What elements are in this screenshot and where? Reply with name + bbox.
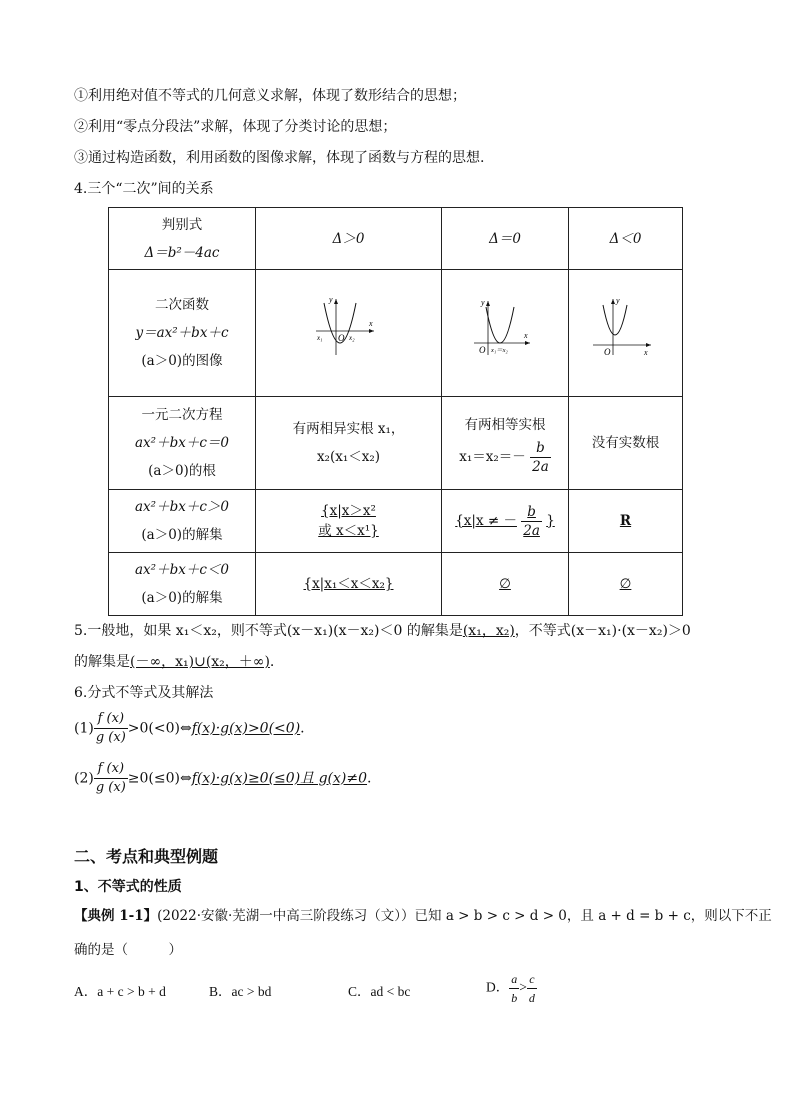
lt-solution-double-root: ∅ <box>442 553 569 616</box>
fraction-denominator: 2a <box>523 522 540 539</box>
row-roots-label-line2: ax²＋bx＋c＝0 <box>135 435 229 451</box>
section2-title: 二、考点和典型例题 <box>74 847 219 866</box>
gt-double-suffix: } <box>546 512 555 529</box>
graph-no-root <box>569 270 683 397</box>
fraction <box>509 970 519 1007</box>
option-d-op: > <box>519 979 527 995</box>
root2-label: x₂ <box>348 334 355 342</box>
table-row <box>109 490 683 553</box>
roots-double-line1: 有两相等实根 <box>464 416 546 433</box>
parabola-no-root-graph <box>591 293 661 363</box>
fraction-denominator: g (x) <box>95 730 126 745</box>
fraction-numerator: c <box>527 970 537 989</box>
example-text: (2022·安徽·芜湖一中高三阶段练习（文））已知 a > b > c > d > 0，且 a + d = b + c，则以下不正 <box>157 908 772 924</box>
item5-text4: . <box>269 654 275 670</box>
formula1-mid: >0(<0)⇔ <box>127 720 192 737</box>
example-tag: 【典例 1-1】 <box>74 908 158 924</box>
row-gt-label-line1: ax²＋bx＋c＞0 <box>135 499 229 515</box>
formula2-end: . <box>367 770 372 787</box>
roots-double-prefix: x₁＝x₂＝－ <box>459 448 526 465</box>
example-line2: 确的是（ ） <box>74 942 182 958</box>
double-root-label: x₁＝x₂ <box>491 347 508 354</box>
item5-answer2: (－∞，x₁)∪(x₂，＋∞) <box>130 654 270 670</box>
fraction-denominator: b <box>511 991 518 1005</box>
formula1-end: . <box>300 720 305 737</box>
fraction-denominator: g (x) <box>95 780 126 795</box>
graph-double-root <box>442 270 569 397</box>
intro-line-1: ①利用绝对值不等式的几何意义求解，体现了数形结合的思想； <box>74 88 466 104</box>
sub1-title: 1、不等式的性质 <box>74 879 182 895</box>
fraction <box>521 503 542 540</box>
header-delta-zero: Δ＝0 <box>442 208 569 270</box>
fraction-numerator: f (x) <box>94 760 128 779</box>
parabola-two-roots-graph <box>314 293 384 363</box>
fraction-numerator: a <box>509 970 519 989</box>
item5-line1 <box>74 620 691 640</box>
formula1-answer: f(x)·g(x)>0(<0) <box>191 720 301 737</box>
header-discriminant <box>109 208 256 270</box>
formula1-label: (1) <box>74 720 94 737</box>
row-graph-label-line3: (a＞0)的图像 <box>141 353 223 369</box>
row-gt-label-line2: (a＞0)的解集 <box>141 527 223 543</box>
row-graph-label <box>109 270 256 397</box>
example-line1 <box>74 904 772 924</box>
option-d[interactable] <box>486 970 537 1007</box>
row-graph-label-line1: 二次函数 <box>155 297 209 313</box>
lt-solution-two-roots: {x|x₁＜x＜x₂} <box>256 553 442 616</box>
row-gt-label <box>109 490 256 553</box>
item5-text2: ，不等式(x－x₁)·(x－x₂)＞0 <box>514 623 691 639</box>
item5-text3: 的解集是 <box>74 654 130 670</box>
row-roots-label <box>109 397 256 490</box>
option-b[interactable]: B．ac > bd <box>209 984 272 999</box>
item6-formula2 <box>74 760 371 797</box>
table-row <box>109 553 683 616</box>
axis-y-label: y <box>328 295 333 304</box>
root1-label: x₁ <box>316 334 323 342</box>
header-discriminant-label: 判别式 <box>161 216 203 233</box>
fraction-numerator: b <box>521 503 542 522</box>
fraction-numerator: f (x) <box>94 710 128 729</box>
table-row <box>109 397 683 490</box>
item5-answer1: (x₁，x₂) <box>462 623 515 639</box>
row-lt-label-line1: ax²＋bx＋c＜0 <box>135 562 229 578</box>
intro-line-3: ③通过构造函数，利用函数的图像求解，体现了函数与方程的思想. <box>74 150 485 166</box>
parabola-double-root-graph <box>470 293 540 363</box>
fraction <box>94 710 128 747</box>
axis-y-label: y <box>615 296 620 305</box>
row-roots-label-line3: (a＞0)的根 <box>148 463 216 479</box>
fraction <box>530 439 551 476</box>
quadratic-relations-table <box>108 207 683 616</box>
fraction-denominator: d <box>528 991 535 1005</box>
option-d-label: D． <box>486 979 510 995</box>
gt-solution-line2: 或 x＜x¹} <box>318 523 379 539</box>
table-row <box>109 270 683 397</box>
header-delta-negative: Δ＜0 <box>569 208 683 270</box>
gt-solution-line1: {x|x＞x² <box>321 503 376 519</box>
gt-double-prefix: {x|x ≠ － <box>455 512 517 529</box>
option-a[interactable]: A．a + c > b + d <box>74 984 166 999</box>
roots-double-formula <box>442 439 568 476</box>
section4-title: 4.三个“二次”间的关系 <box>74 181 214 197</box>
axis-x-label: x <box>368 319 373 328</box>
fraction <box>527 970 537 1007</box>
roots-none: 没有实数根 <box>569 397 683 490</box>
intro-line-2: ②利用“零点分段法”求解，体现了分类讨论的思想； <box>74 119 397 135</box>
origin-label: O <box>479 345 486 355</box>
row-roots-label-line1: 一元二次方程 <box>141 407 223 423</box>
item6-title: 6.分式不等式及其解法 <box>74 685 214 701</box>
formula2-label: (2) <box>74 770 94 787</box>
origin-label: O <box>603 347 610 357</box>
option-c[interactable]: C．ad < bc <box>348 984 411 999</box>
table-row <box>109 208 683 270</box>
gt-solution-two-roots <box>256 490 442 553</box>
origin-label: O <box>337 333 344 343</box>
item6-formula1 <box>74 710 305 747</box>
formula2-mid: ≥0(≤0)⇔ <box>127 770 192 787</box>
roots-double <box>442 397 569 490</box>
axis-x-label: x <box>524 331 528 340</box>
row-graph-label-line2: y＝ax²＋bx＋c <box>135 325 229 341</box>
fraction <box>94 760 128 797</box>
axis-y-label: y <box>481 298 485 307</box>
roots-two-distinct-line2: x₂(x₁＜x₂) <box>316 449 381 465</box>
axis-x-label: x <box>643 348 648 357</box>
item5-line2 <box>74 651 274 671</box>
gt-solution-double-root <box>442 490 569 553</box>
item5-text1: 5.一般地，如果 x₁＜x₂，则不等式(x－x₁)(x－x₂)＜0 的解集是 <box>74 623 463 639</box>
fraction-denominator: 2a <box>532 458 549 475</box>
roots-two-distinct-line1: 有两相异实根 x₁， <box>292 421 405 437</box>
formula2-answer: f(x)·g(x)≥0(≤0)且 g(x)≠0 <box>191 770 368 787</box>
row-lt-label <box>109 553 256 616</box>
graph-two-roots <box>256 270 442 397</box>
fraction-numerator: b <box>530 439 551 458</box>
gt-solution-all-reals: R <box>569 490 683 553</box>
header-delta-positive: Δ＞0 <box>256 208 442 270</box>
header-discriminant-formula: Δ＝b²－4ac <box>144 244 220 261</box>
lt-solution-no-root: ∅ <box>569 553 683 616</box>
roots-two-distinct <box>256 397 442 490</box>
row-lt-label-line2: (a＞0)的解集 <box>141 590 223 606</box>
